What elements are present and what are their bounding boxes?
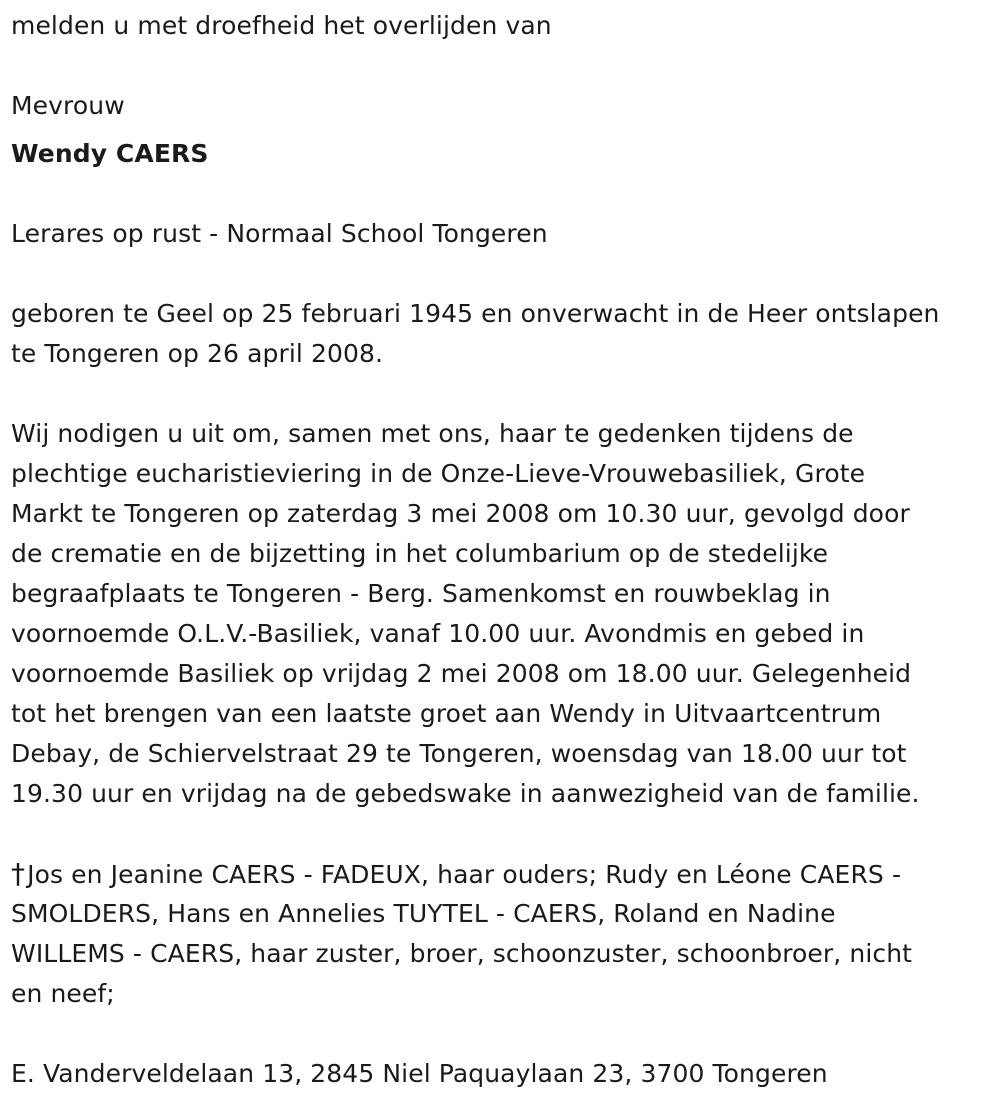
family-line: en neef; (11, 979, 115, 1008)
invitation-line: plechtige eucharistieviering in de Onze-Lieve-Vrouwebasiliek, Grote (11, 459, 866, 488)
birth-death-line-1: geboren te Geel op 25 februari 1945 en onverwacht in de Heer ontslapen (11, 299, 940, 328)
invitation-line: tot het brengen van een laatste groet aan Wendy in Uitvaartcentrum (11, 699, 882, 728)
occupation: Lerares op rust - Normaal School Tongeren (11, 219, 548, 248)
address-line: E. Vanderveldelaan 13, 2845 Niel Paquaylaan 23, 3700 Tongeren (11, 1059, 828, 1088)
family-line: SMOLDERS, Hans en Annelies TUYTEL - CAERS, Roland en Nadine (11, 899, 836, 928)
salutation: Mevrouw (11, 91, 125, 120)
invitation-line: voornoemde O.L.V.-Basiliek, vanaf 10.00 uur. Avondmis en gebed in (11, 619, 865, 648)
family-line: WILLEMS - CAERS, haar zuster, broer, schoonzuster, schoonbroer, nicht (11, 939, 913, 968)
invitation-line: de crematie en de bijzetting in het columbarium op de stedelijke (11, 539, 829, 568)
invitation-line: 19.30 uur en vrijdag na de gebedswake in aanwezigheid van de familie. (11, 779, 920, 808)
invitation-line: Debay, de Schiervelstraat 29 te Tongeren, woensdag van 18.00 uur tot (11, 739, 907, 768)
invitation-line: voornoemde Basiliek op vrijdag 2 mei 2008 om 18.00 uur. Gelegenheid (11, 659, 912, 688)
cross-icon: † (11, 857, 26, 890)
family-line-text: Jos en Jeanine CAERS - FADEUX, haar ouders; Rudy en Léone CAERS - (27, 860, 902, 889)
invitation-line: Markt te Tongeren op zaterdag 3 mei 2008 om 10.30 uur, gevolgd door (11, 499, 910, 528)
invitation-line: begraafplaats te Tongeren - Berg. Samenkomst en rouwbeklag in (11, 579, 831, 608)
invitation-line: Wij nodigen u uit om, samen met ons, haar te gedenken tijdens de (11, 419, 854, 448)
birth-death-line-2: te Tongeren op 26 april 2008. (11, 339, 384, 368)
deceased-name: Wendy CAERS (11, 139, 209, 168)
family-line (11, 854, 901, 894)
intro-line: melden u met droefheid het overlijden van (11, 11, 552, 40)
